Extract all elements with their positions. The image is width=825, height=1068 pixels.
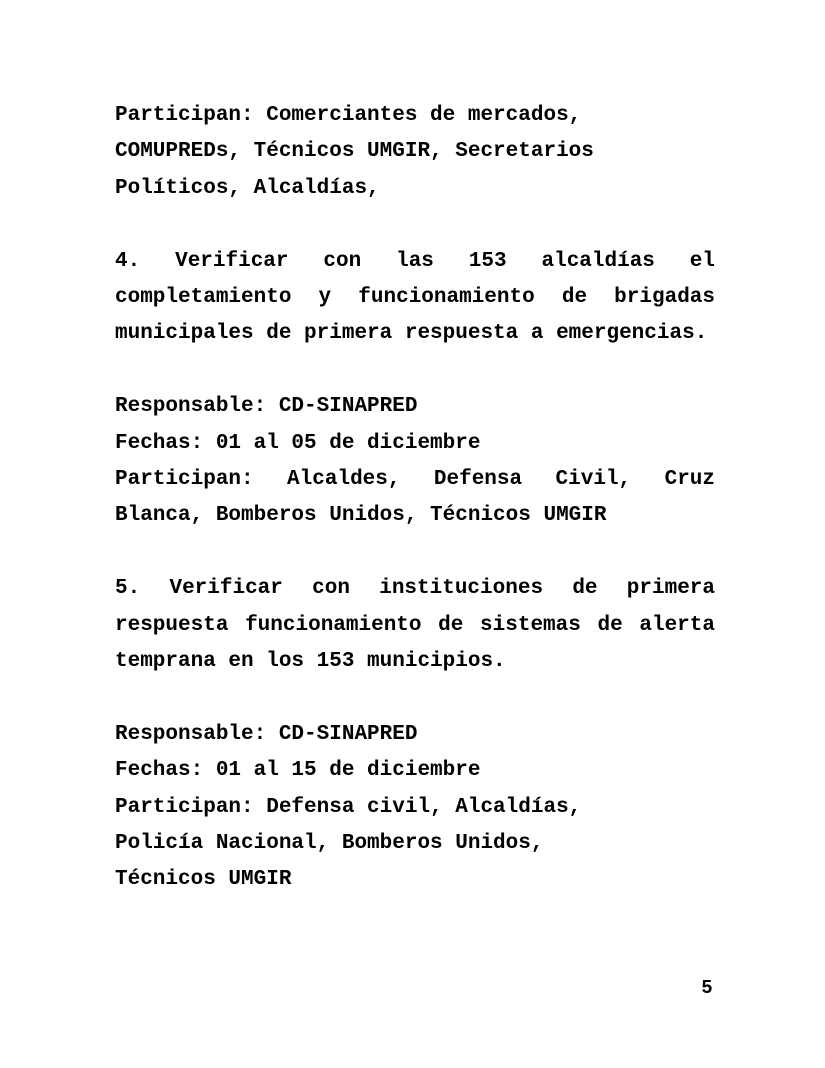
paragraph-task-4-details: [115, 389, 715, 535]
text-line: Participan: Comerciantes de mercados,: [115, 104, 582, 127]
text-line: Blanca, Bomberos Unidos, Técnicos UMGIR: [115, 504, 607, 528]
text-line: Técnicos UMGIR: [115, 868, 292, 892]
text-line: Responsable: CD-SINAPRED: [115, 722, 418, 746]
text-line: respuesta funcionamiento de sistemas de alerta: [115, 613, 715, 637]
paragraph-task-5-details: [115, 717, 715, 899]
text-line: Fechas: 01 al 15 de diciembre: [115, 759, 481, 783]
text-line: Responsable: CD-SINAPRED: [115, 395, 418, 419]
text-line: Políticos, Alcaldías,: [115, 176, 380, 200]
text-line: COMUPREDs, Técnicos UMGIR, Secretarios: [115, 140, 594, 164]
paragraph-task-5: [115, 571, 715, 680]
paragraph-task-4: [115, 244, 715, 353]
text-line: 5. Verificar con instituciones de primera: [115, 577, 715, 601]
document-body-text: [115, 98, 715, 899]
text-line: Policía Nacional, Bomberos Unidos,: [115, 832, 544, 856]
text-line: municipales de primera respuesta a emergencias.: [115, 322, 708, 346]
text-line: Participan: Alcaldes, Defensa Civil, Cruz: [115, 468, 715, 492]
text-line: completamiento y funcionamiento de brigadas: [115, 286, 715, 310]
text-line: 4. Verificar con las 153 alcaldías el: [115, 249, 715, 273]
text-line: Participan: Defensa civil, Alcaldías,: [115, 795, 582, 819]
text-line: Fechas: 01 al 05 de diciembre: [115, 431, 481, 455]
page-number: 5: [701, 977, 713, 999]
text-line: temprana en los 153 municipios.: [115, 650, 506, 674]
paragraph-participants-intro: [115, 98, 715, 207]
